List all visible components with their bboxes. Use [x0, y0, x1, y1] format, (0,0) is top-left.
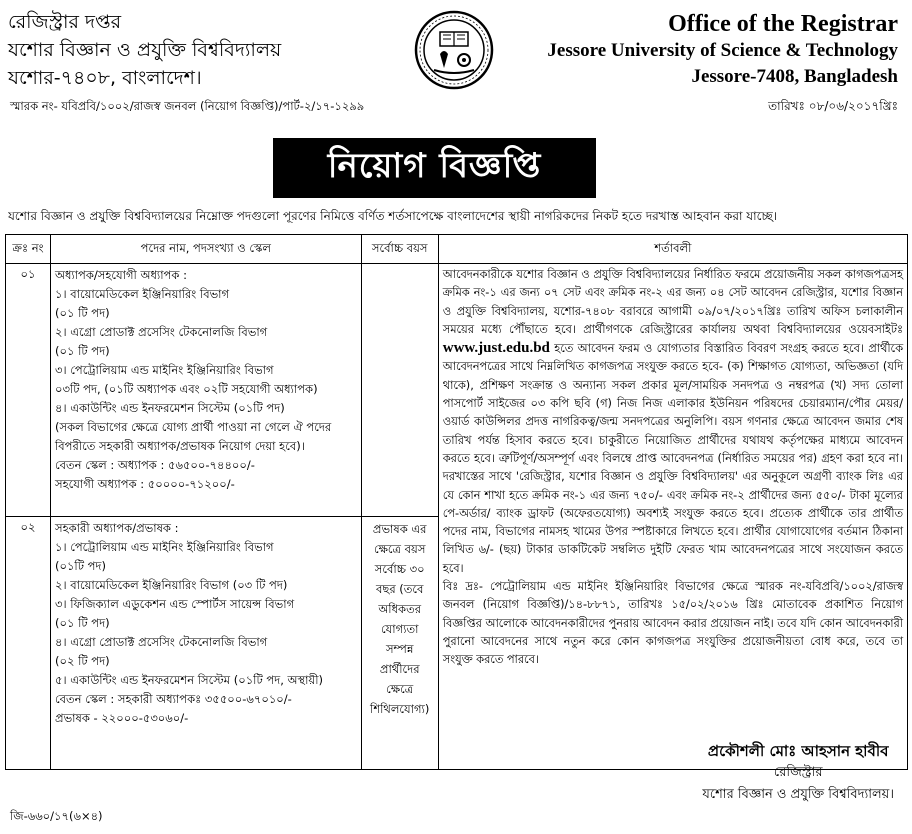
conditions-part2: হতে আবেদন ফরম ও যোগ্যতার বিস্তারিত বিবরণ সংগ্রহ করতে হবে। প্রার্থীকে আবেদনপত্রের সাথে নিম্নলিখিত কাগজপত্র সংযুক্ত করতে হবে- (ক) শিক্ষাগত যোগ্যতা, অভিজ্ঞতা (যদি থাকে), প্রশিক্ষণ সংক্রান্ত ও অন্যান্য সকল প্রকার মূল/সাময়িক সনদপত্র ও নম্বরপত্র (খ) সদ্য তোলা পাসপোর্ট সাইজের ০৩ কপি ছবি (গ) নিজ নিজ এলাকার ইউনিয়ন পরিষদের চেয়ারম্যান/পৌর মেয়র/ওয়ার্ড কাউন্সিলর প্রদত্ত নাগরিকত্ব/জন্ম সনদপত্রের অনুলিপি। বয়স গণনার ক্ষেত্রে আবেদন জমার শেষ তারিখ পর্যন্ত হিসাব করতে হবে। চাকুরীতে নিয়োজিত প্রার্থীদের যথাযথ কর্তৃপক্ষের মাধ্যমে আবেদন করতে হবে। ত্রুটিপূর্ণ/অসম্পূর্ণ এবং বিলম্বে প্রাপ্ত আবেদনপত্র (নির্ধারিত সময়ের পর) গ্রহণ করা হবে না। দরখাস্তের সাথে 'রেজিস্ট্রার, যশোর বিজ্ঞান ও প্রযুক্তি বিশ্ববিদ্যালয়' এর অনুকূলে অগ্রণী ব্যাংক লিঃ এর যে কোন শাখা হতে ক্রমিক নং-১ এর জন্য ৭৫০/- এবং ক্রমিক নং-২ প্রার্থীদের জন্য ৫৫০/- টাকা মূল্যের পে-অর্ডার/ ব্যাংক ড্রাফট (অফেরতযোগ্য) অবশ্যই সংযুক্ত করতে হবে। প্রত্যেক প্রার্থীকে তার প্রার্থীত পদের নাম, বিভাগের নামসহ খামের উপর স্পষ্টাকারে লিখতে হবে। প্রার্থীর যোগাযোগের বর্তমান ঠিকানা লিখিত ৬/- (ছয়) টাকার ডাকটিকেট সম্বলিত দুইটি ফেরত খাম আবেদনপত্রের সাথে সংযোজন করতে হবে। [442, 342, 903, 575]
age-limit-text: প্রভাষক এর ক্ষেত্রে বয়স সর্বোচ্চ ৩০ বছর (তবে অধিকতর যোগ্যতা সম্পন্ন প্রার্থীদের ক্ষেত্রে শিথিলযোগ্য) [370, 522, 430, 716]
ad-reference: জি-৬৬০/১৭(৬×৪) [10, 809, 103, 823]
post-category: অধ্যাপক/সহযোগী অধ্যাপক : [54, 268, 187, 282]
university-name-bn: যশোর বিজ্ঞান ও প্রযুক্তি বিশ্ববিদ্যালয় [8, 39, 282, 61]
university-name-en: Jessore University of Science & Technology [547, 40, 898, 61]
post-line: ২। বায়োমেডিকেল ইঞ্জিনিয়ারিং বিভাগ (০৩ টি পদ) [54, 578, 288, 592]
post-line: (০১টি পদ) [54, 559, 106, 573]
post-details [50, 264, 361, 517]
post-line: বিপরীতে সহকারী অধ্যাপক/প্রভাষক নিয়োগ দেয়া হবে)। [54, 439, 305, 453]
age-cell-empty [361, 264, 438, 517]
header-bengali [8, 8, 368, 92]
positions-table [5, 234, 908, 770]
address-en: Jessore-7408, Bangladesh [691, 66, 898, 87]
website-link[interactable]: www.just.edu.bd [442, 340, 550, 357]
intro-text: যশোর বিজ্ঞান ও প্রযুক্তি বিশ্ববিদ্যালয়ের নিম্নোক্ত পদগুলো পূরণের নিমিত্তে বর্ণিত শর্তসাপেক্ষে বাংলাদেশের স্থায়ী নাগরিকদের নিকট হতে দরখাস্ত আহবান করা যাচ্ছে। [8, 209, 778, 223]
salary-scale: বেতন স্কেল : সহকারী অধ্যাপকঃ ৩৫৫০০-৬৭০১০/- [54, 692, 292, 706]
office-name-bn: রেজিস্ট্রার দপ্তর [8, 11, 122, 33]
post-line: (০১ টি পদ) [54, 616, 110, 630]
signatory-org: যশোর বিজ্ঞান ও প্রযুক্তি বিশ্ববিদ্যালয়। [702, 787, 894, 802]
post-line: (০২ টি পদ) [54, 654, 110, 668]
post-details [50, 517, 361, 770]
row-number: ০১ [6, 264, 51, 517]
post-line: ১। বায়োমেডিকেল ইঞ্জিনিয়ারিং বিভাগ [54, 287, 230, 301]
post-line: ০৩টি পদ, (০১টি অধ্যাপক এবং ০২টি সহযোগী অধ্যাপক) [54, 382, 318, 396]
post-line: ৪। এগ্রো প্রোডাক্ট প্রসেসিং টেকনোলজি বিভাগ [54, 635, 268, 649]
signatory-title: রেজিস্ট্রার [773, 765, 823, 780]
conditions-part1: আবেদনকারীকে যশোর বিজ্ঞান ও প্রযুক্তি বিশ্ববিদ্যালয়ের নির্ধারিত ফরমে প্রয়োজনীয় সকল কাগজপত্রসহ ক্রমিক নং-১ এর জন্য ০৭ সেট এবং ক্রমিক নং-২ এর জন্য ০৪ সেট আবেদন রেজিস্ট্রার, যশোর বিজ্ঞান ও প্রযুক্তি বিশ্ববিদ্যালয়, যশোর-৭৪০৮ বরাবরে আগামী ০৯/০৭/২০১৭খ্রিঃ তারিখ অফিস চলাকালীন সময়ের মধ্যে পৌঁছাতে হবে। প্রার্থীগণকে রেজিস্ট্রারের কার্যালয় অথবা বিশ্ববিদ্যালয়ের ওয়েবসাইটঃ [442, 268, 903, 336]
post-line: ১। পেট্রোলিয়াম এন্ড মাইনিং ইঞ্জিনিয়ারিং বিভাগ [54, 540, 274, 554]
header-post: পদের নাম, পদসংখ্যা ও স্কেল [50, 235, 361, 264]
salary-scale: প্রভাষক - ২২০০০-৫৩০৬০/- [54, 711, 189, 725]
header-english [478, 10, 898, 90]
post-line: ৪। একাউন্টিং এন্ড ইনফরমেশন সিস্টেম (০১টি পদ) [54, 401, 285, 415]
memo-number: স্মারক নং- যবিপ্রবি/১০০২/রাজস্ব জনবল (নিয়োগ বিজ্ঞপ্তি)/পার্ট-২/১৭-১২৯৯ [10, 99, 365, 113]
conditions-text [443, 266, 903, 670]
post-line: ৩। ফিজিক্যাল এডুকেশন এন্ড স্পোর্টস সায়েন্স বিভাগ [54, 597, 295, 611]
notice-date: তারিখঃ ০৮/০৬/২০১৭খ্রিঃ [768, 99, 898, 113]
salary-scale: সহযোগী অধ্যাপক : ৫০০০০-৭১২০০/- [54, 477, 235, 491]
post-line: ৫। একাউন্টিং এন্ড ইনফরমেশন সিস্টেম (০১টি পদ, অস্থায়ী) [54, 673, 323, 687]
post-line: (সকল বিভাগের ক্ষেত্রে যোগ্য প্রার্থী পাওয়া না গেলে ঐ পদের [54, 420, 332, 434]
signature-block [702, 740, 894, 806]
salary-scale: বেতন স্কেল : অধ্যাপক : ৫৬৫০০-৭৪৪০০/- [54, 458, 255, 472]
page-title: নিয়োগ বিজ্ঞপ্তি [273, 138, 596, 198]
signatory-name: প্রকৌশলী মোঃ আহসান হাবীব [707, 742, 889, 760]
address-bn: যশোর-৭৪০৮, বাংলাদেশ। [8, 67, 202, 89]
post-category: সহকারী অধ্যাপক/প্রভাষক : [54, 521, 179, 535]
post-line: (০১ টি পদ) [54, 344, 110, 358]
post-line: ২। এগ্রো প্রোডাক্ট প্রসেসিং টেকনোলজি বিভাগ [54, 325, 268, 339]
age-limit [361, 517, 438, 770]
post-line: ৩। পেট্রোলিয়াম এন্ড মাইনিং ইঞ্জিনিয়ারিং বিভাগ [54, 363, 274, 377]
post-line: (০১ টি পদ) [54, 306, 110, 320]
header-age: সর্বোচ্চ বয়স [361, 235, 438, 264]
row-number: ০২ [6, 517, 51, 770]
header-no: ক্রঃ নং [6, 235, 51, 264]
conditions-cell [438, 264, 907, 770]
table-row [6, 264, 908, 517]
table-header-row [6, 235, 908, 264]
conditions-note: বিঃ দ্রঃ- পেট্রোলিয়াম এন্ড মাইনিং ইঞ্জিনিয়ারিং বিভাগের ক্ষেত্রে স্মারক নং-যবিপ্রবি/১০০২/রাজস্ব জনবল (নিয়োগ বিজ্ঞপ্তি)/১৪-৮৮৭১, তারিখঃ ১৫/০২/২০১৬ খ্রিঃ মোতাবেক প্রকাশিত নিয়োগ বিজ্ঞপ্তির আলোকে আবেদনকারীদের পুনরায় আবেদন করার প্রয়োজন নাই। তবে যদি কোন আবেদনকারী পুরানো আবেদনের সাথে নতুন করে কোন কাগজপত্র সংযুক্তির প্রয়োজনীয়তা বোধ করে, তবে তা সংযুক্ত করতে পারবে। [442, 580, 903, 667]
header-conditions: শর্তাবলী [438, 235, 907, 264]
office-name-en: Office of the Registrar [668, 11, 898, 37]
